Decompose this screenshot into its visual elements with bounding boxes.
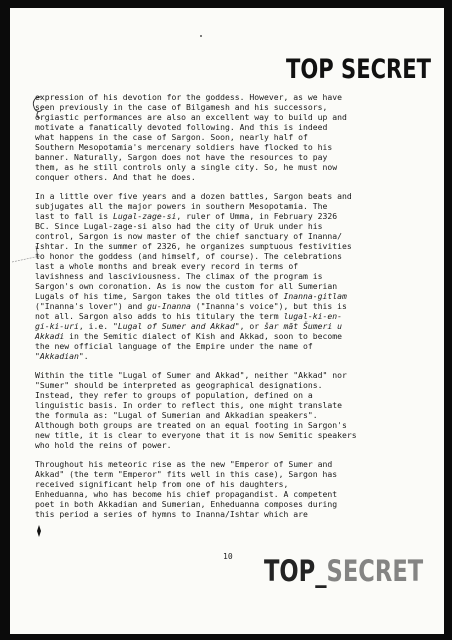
text-segment: Throughout his meteoric rise as the new "Emperor of Sumer and: [35, 459, 333, 469]
text-segment: ": [35, 351, 40, 361]
text-line: [35, 331, 427, 341]
text-segment: motivate a fanatically devoted following. And this is indeed: [35, 122, 328, 132]
text-line: [35, 351, 427, 361]
text-segment: to honor the goddess (and himself, of course). The celebrations: [35, 251, 342, 261]
text-segment: Lugals of his time, Sargon takes the old titles of: [35, 291, 284, 301]
text-line: [35, 420, 427, 430]
stamp-word-secret: SECRET: [326, 554, 424, 588]
text-segment: Instead, they refer to groups of population, defined on a: [35, 390, 313, 400]
text-line: [35, 261, 427, 271]
text-line: [35, 281, 427, 291]
italic-term: Lugal-zage-si: [112, 211, 177, 221]
text-segment: , i.e. ": [78, 321, 118, 331]
text-line: [35, 390, 427, 400]
text-line: [35, 92, 427, 102]
text-segment: this period a series of hymns to Inanna/Ishtar which are: [35, 509, 308, 519]
italic-term: gi-ki-uri: [35, 321, 79, 331]
text-segment: linguistic basis. In order to reflect this, one might translate: [35, 400, 342, 410]
text-line: [35, 201, 427, 211]
text-line: [35, 142, 427, 152]
text-segment: Sargon's own coronation. As is now the custom for all Sumerian: [35, 281, 338, 291]
text-line: [35, 430, 427, 440]
text-segment: BC. Since Lugal-zage-si also had the city of Uruk under his: [35, 221, 323, 231]
text-line: [35, 479, 427, 489]
text-line: [35, 271, 427, 281]
paragraph: [35, 370, 427, 450]
italic-term: lugal-ki-en-: [283, 311, 342, 321]
text-line: [35, 152, 427, 162]
text-segment: not all. Sargon also adds to his titulary the term: [35, 311, 284, 321]
text-line: [35, 172, 427, 182]
text-segment: poet in both Akkadian and Sumerian, Enheduanna composes during: [35, 499, 338, 509]
text-line: [35, 321, 427, 331]
italic-term: gu-Inanna: [147, 301, 191, 311]
text-segment: seen previously in the case of Bilgamesh and his successors,: [35, 102, 328, 112]
text-segment: Although both groups are treated on an equal footing in Sargon's: [35, 420, 347, 430]
text-segment: conquer others. And that he does.: [35, 172, 196, 182]
text-line: [35, 122, 427, 132]
text-segment: control, Sargon is now master of the chief sanctuary of Inanna/: [35, 231, 342, 241]
text-segment: ", or: [234, 321, 265, 331]
text-segment: banner. Naturally, Sargon does not have the resources to pay: [35, 152, 328, 162]
text-segment: them, as he still controls only a single city. So, he must now: [35, 162, 338, 172]
page-number: 10: [223, 552, 233, 561]
text-line: [35, 112, 427, 122]
document-page: [10, 8, 444, 634]
top-secret-stamp: TOP SECRET: [286, 54, 432, 85]
text-segment: , ruler of Umma, in February 2326: [176, 211, 338, 221]
text-line: [35, 440, 427, 450]
text-segment: ".: [78, 351, 89, 361]
text-segment: the formula as: "Lugal of Sumerian and Akkadian speakers".: [35, 410, 318, 420]
text-segment: expression of his devotion for the goddess. However, as we have: [35, 92, 342, 102]
text-segment: Ishtar. In the summer of 2326, he organizes sumptuous festivities: [35, 241, 352, 251]
text-line: [35, 499, 427, 509]
text-segment: Within the title "Lugal of Sumer and Akkad", neither "Akkad" nor: [35, 370, 347, 380]
text-segment: new title, it is clear to everyone that it is now Semitic speakers: [35, 430, 357, 440]
text-line: [35, 191, 427, 201]
paragraph: [35, 191, 427, 361]
text-segment: last a whole months and break every record in terms of: [35, 261, 299, 271]
text-line: [35, 509, 427, 519]
text-line: [35, 102, 427, 112]
italic-term: šar māt Šumeri u: [264, 321, 343, 331]
text-line: [35, 301, 427, 311]
text-line: [35, 132, 427, 142]
text-line: [35, 459, 427, 469]
paragraph: [35, 459, 427, 519]
text-segment: lavishness and lasciviousness. The climax of the program is: [35, 271, 323, 281]
italic-term: Akkadian: [39, 351, 79, 361]
stamp-word-top: TOP: [264, 554, 316, 588]
text-segment: in the Semitic dialect of Kish and Akkad, soon to become: [64, 331, 343, 341]
text-line: [35, 469, 427, 479]
text-segment: "Sumer" should be interpreted as geographical designations.: [35, 380, 323, 390]
text-segment: the new official language of the Empire under the name of: [35, 341, 313, 351]
text-segment: Enheduanna, who has become his chief propagandist. A competent: [35, 489, 338, 499]
text-segment: what happens in the case of Sargon. Soon, nearly half of: [35, 132, 308, 142]
text-line: [35, 162, 427, 172]
speck-icon: [198, 34, 204, 38]
text-segment: ("Inanna's voice"), but this is: [190, 301, 347, 311]
text-line: [35, 410, 427, 420]
text-segment: received significant help from one of his daughters,: [35, 479, 289, 489]
body-text: [35, 92, 427, 528]
text-line: [35, 380, 427, 390]
text-line: [35, 221, 427, 231]
text-segment: In a little over five years and a dozen battles, Sargon beats and: [35, 191, 352, 201]
text-line: [35, 211, 427, 221]
text-line: [35, 370, 427, 380]
text-segment: Akkad" (the term "Emperor" fits well in this case), Sargon has: [35, 469, 338, 479]
italic-term: Inanna-gitlam: [283, 291, 347, 301]
italic-term: Akkadi: [35, 331, 65, 341]
paragraph: [35, 92, 427, 182]
text-segment: ("Inanna's lover") and: [35, 301, 148, 311]
top-secret-stamp-bottom: TOP_SECRET: [264, 554, 424, 588]
text-line: [35, 291, 427, 301]
text-line: [35, 311, 427, 321]
text-line: [35, 231, 427, 241]
text-line: [35, 341, 427, 351]
text-segment: Southern Mesopotamia's mercenary soldiers have flocked to his: [35, 142, 333, 152]
text-segment: subjugates all the major powers in southern Mesopotamia. The: [35, 201, 328, 211]
text-line: [35, 400, 427, 410]
text-line: [35, 241, 427, 251]
text-line: [35, 251, 427, 261]
text-line: [35, 489, 427, 499]
text-segment: who hold the reins of power.: [35, 440, 172, 450]
italic-term: Lugal of Sumer and Akkad: [117, 321, 235, 331]
text-segment: orgiastic performances are also an excellent way to build up and: [35, 112, 347, 122]
text-segment: last to fall is: [35, 211, 113, 221]
